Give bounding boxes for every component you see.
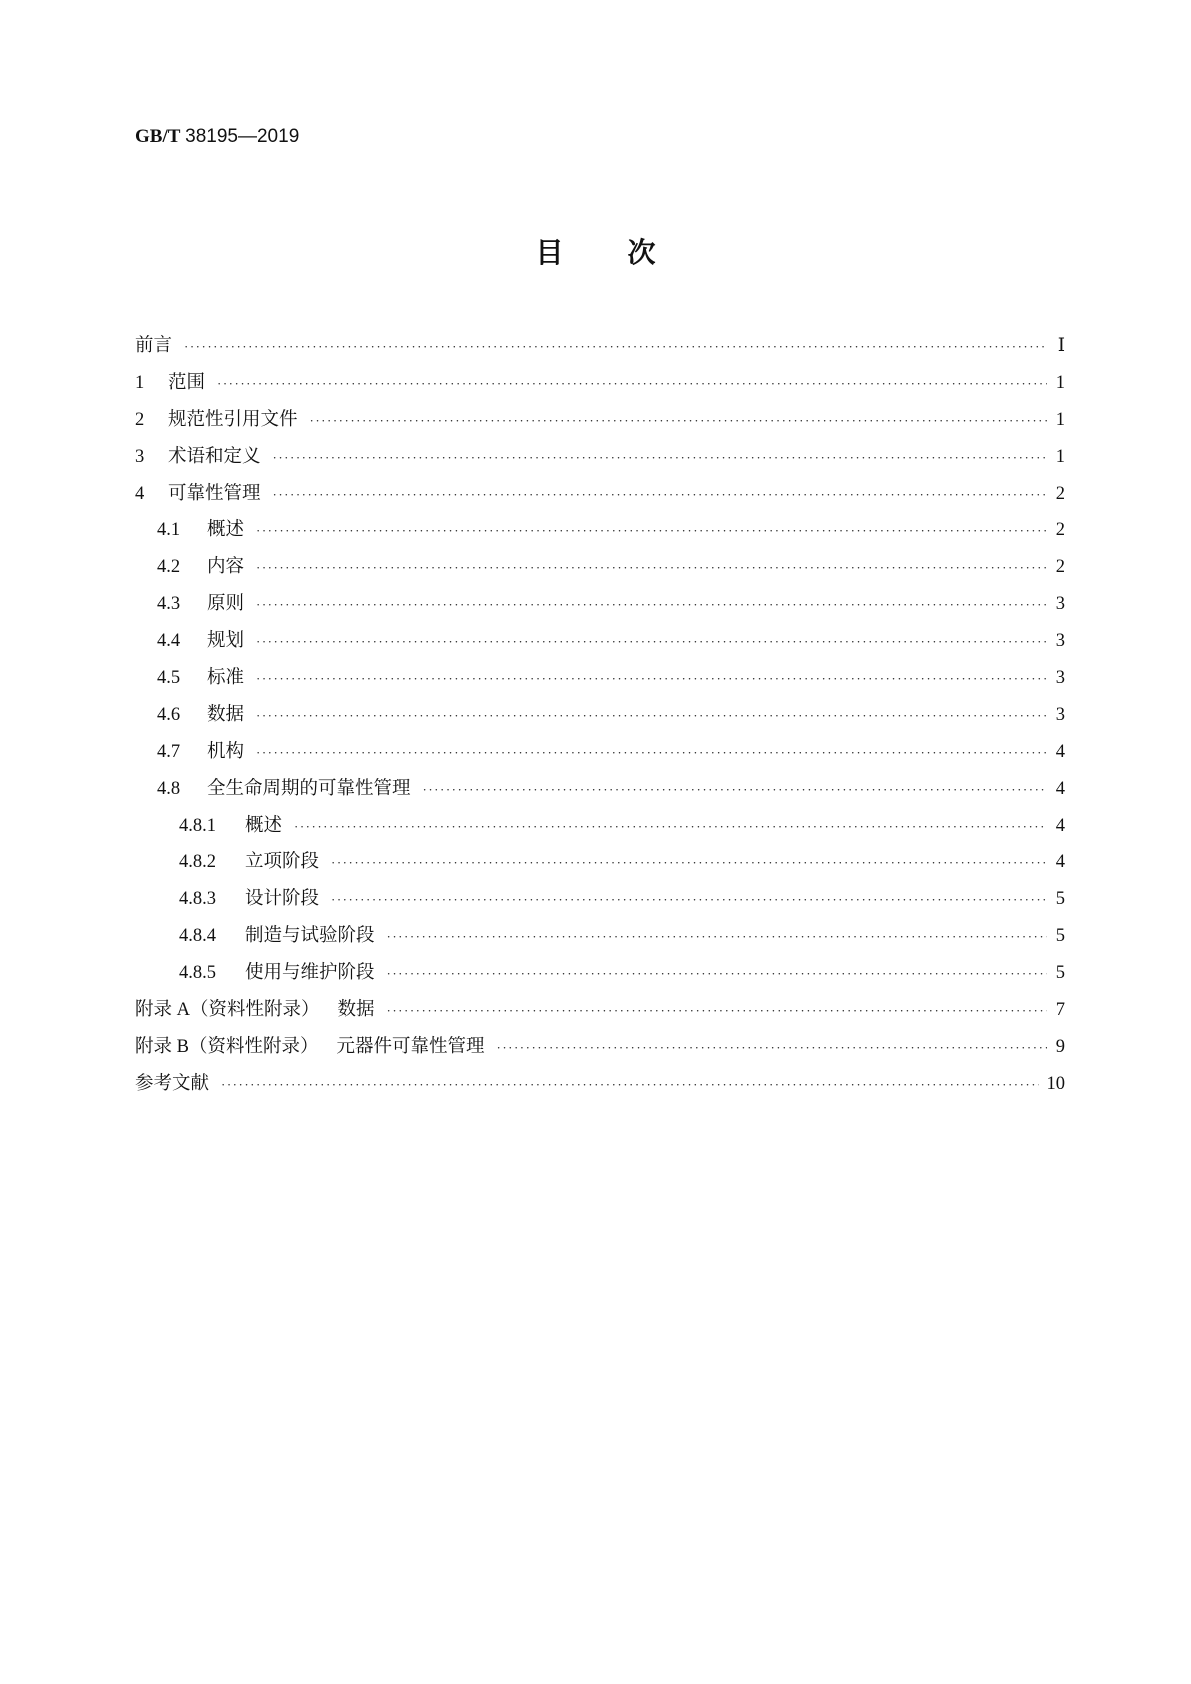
toc-entry-title: 规范性引用文件 <box>168 409 298 430</box>
toc-entry-title: 概述 <box>207 520 245 541</box>
standard-prefix: GB/T <box>135 126 181 147</box>
toc-entry-title: 范围 <box>168 372 206 393</box>
toc-entry-page: 3 <box>1055 631 1065 652</box>
toc-entry-number: 附录 B（资料性附录） <box>135 1036 319 1057</box>
toc-entry[interactable] <box>135 884 1065 921</box>
dot-leader <box>310 413 1047 429</box>
toc-entry[interactable] <box>135 847 1065 884</box>
dot-leader <box>184 339 1047 355</box>
toc-entry-page: 1 <box>1055 446 1065 467</box>
toc-entry-number: 4.8.4 <box>179 926 216 947</box>
toc-entry[interactable] <box>135 663 1065 700</box>
toc-entry-title: 标准 <box>207 668 245 689</box>
dot-leader <box>331 892 1047 908</box>
toc-entry-number: 4.4 <box>157 631 181 652</box>
toc-entry-page: 4 <box>1055 852 1065 873</box>
dot-leader <box>221 1077 1038 1093</box>
toc-entry[interactable] <box>135 811 1065 848</box>
toc-entry-number: 4.8.2 <box>179 852 216 873</box>
dot-leader <box>273 450 1047 466</box>
toc-entry-title: 使用与维护阶段 <box>245 963 375 984</box>
toc-entry[interactable] <box>135 958 1065 995</box>
toc-entry-title: 可靠性管理 <box>168 483 261 504</box>
toc-entry-number: 4.8.1 <box>179 815 216 836</box>
dot-leader <box>387 966 1047 982</box>
toc-entry-page: 3 <box>1055 704 1065 725</box>
toc-entry-page: 7 <box>1055 1000 1065 1021</box>
toc-entry-title: 数据 <box>207 704 245 725</box>
toc-entry-number: 4.3 <box>157 594 181 615</box>
page-title <box>0 231 1191 271</box>
dot-leader <box>294 819 1047 835</box>
toc-entry[interactable] <box>135 479 1065 516</box>
toc-entry-title: 内容 <box>207 557 245 578</box>
toc-entry[interactable] <box>135 774 1065 811</box>
toc-entry-page: 2 <box>1055 520 1065 541</box>
dot-leader <box>256 671 1047 687</box>
standard-number: 38195—2019 <box>185 126 300 147</box>
toc-entry[interactable] <box>135 405 1065 442</box>
toc-entry-title: 元器件可靠性管理 <box>336 1036 485 1057</box>
toc-entry-title: 前言 <box>135 336 173 356</box>
toc-entry-title: 全生命周期的可靠性管理 <box>207 778 411 799</box>
dot-leader <box>387 1003 1047 1019</box>
dot-leader <box>331 855 1047 871</box>
toc-entry-page: 3 <box>1055 594 1065 615</box>
toc-entry-title: 原则 <box>207 594 245 615</box>
toc-entry[interactable] <box>135 626 1065 663</box>
toc-entry[interactable] <box>135 515 1065 552</box>
toc-entry-page: 2 <box>1055 483 1065 504</box>
toc-entry[interactable] <box>135 1069 1065 1106</box>
toc-entry-page: 2 <box>1055 557 1065 578</box>
toc-entry-title: 数据 <box>337 1000 375 1021</box>
toc-entry-title: 术语和定义 <box>168 446 261 467</box>
dot-leader <box>423 782 1047 798</box>
toc-entry[interactable] <box>135 1032 1065 1069</box>
toc-entry-title: 设计阶段 <box>245 889 320 910</box>
toc-entry-number: 2 <box>135 409 145 430</box>
toc-entry-page: 5 <box>1055 889 1065 910</box>
toc-entry-number: 3 <box>135 446 145 467</box>
toc-entry[interactable] <box>135 737 1065 774</box>
toc-entry-number: 4.2 <box>157 557 181 578</box>
toc-entry-number: 1 <box>135 372 145 393</box>
title-char: 目 <box>535 236 564 269</box>
dot-leader <box>273 487 1047 503</box>
toc-entry[interactable] <box>135 368 1065 405</box>
toc-entry-number: 4.8.3 <box>179 889 216 910</box>
toc-entry-page: 1 <box>1055 372 1065 393</box>
dot-leader <box>496 1040 1047 1056</box>
toc-entry-page: 3 <box>1055 668 1065 689</box>
toc-entry[interactable] <box>135 700 1065 737</box>
dot-leader <box>256 560 1047 576</box>
toc-entry-number: 附录 A（资料性附录） <box>135 1000 320 1021</box>
toc-entry-page: 9 <box>1055 1036 1065 1057</box>
toc-entry[interactable] <box>135 552 1065 589</box>
toc-entry-page: Ⅰ <box>1057 336 1065 356</box>
toc-entry-page: 10 <box>1046 1073 1065 1094</box>
toc-entry[interactable] <box>135 442 1065 479</box>
toc-entry-number: 4 <box>135 483 145 504</box>
standard-code-header <box>135 126 299 148</box>
table-of-contents <box>135 331 1065 1106</box>
dot-leader <box>387 929 1047 945</box>
toc-entry-page: 4 <box>1055 815 1065 836</box>
toc-entry-number: 4.8 <box>157 778 181 799</box>
dot-leader <box>256 708 1047 724</box>
toc-entry-page: 5 <box>1055 926 1065 947</box>
toc-entry-title: 制造与试验阶段 <box>245 926 375 947</box>
toc-entry-title: 概述 <box>245 815 283 836</box>
dot-leader <box>256 634 1047 650</box>
dot-leader <box>256 597 1047 613</box>
toc-entry-number: 4.1 <box>157 520 181 541</box>
dot-leader <box>256 523 1047 539</box>
toc-entry-title: 立项阶段 <box>245 852 320 873</box>
title-char: 次 <box>627 236 656 269</box>
toc-entry-number: 4.5 <box>157 668 181 689</box>
toc-entry[interactable] <box>135 921 1065 958</box>
toc-entry-page: 1 <box>1055 409 1065 430</box>
toc-entry[interactable] <box>135 995 1065 1032</box>
toc-entry-page: 4 <box>1055 778 1065 799</box>
toc-entry-title: 规划 <box>207 631 245 652</box>
dot-leader <box>256 745 1047 761</box>
toc-entry[interactable] <box>135 331 1065 368</box>
dot-leader <box>217 376 1047 392</box>
toc-entry-number: 4.8.5 <box>179 963 216 984</box>
toc-entry-number: 4.6 <box>157 704 181 725</box>
toc-entry-title: 机构 <box>207 741 245 762</box>
toc-entry-page: 5 <box>1055 963 1065 984</box>
toc-entry-page: 4 <box>1055 741 1065 762</box>
toc-entry-number: 4.7 <box>157 741 181 762</box>
toc-entry[interactable] <box>135 589 1065 626</box>
toc-entry-title: 参考文献 <box>135 1073 210 1094</box>
